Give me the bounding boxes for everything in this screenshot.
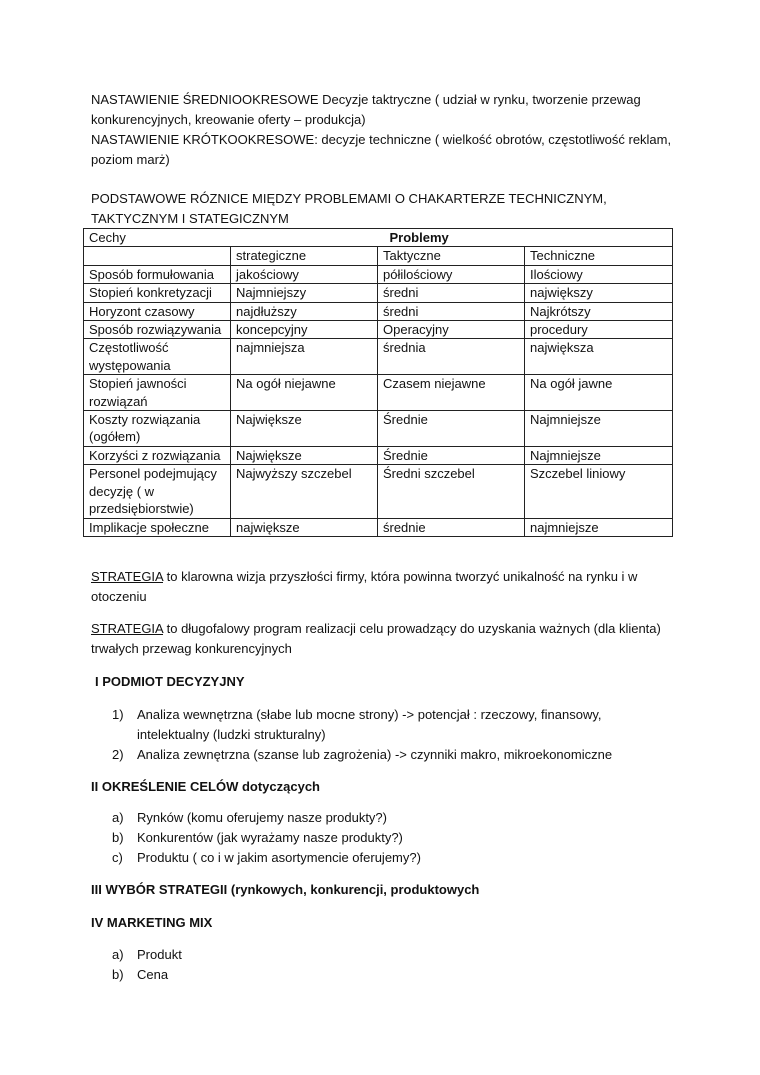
table-row — [84, 284, 673, 302]
technical-cell: Na ogół jawne — [525, 375, 673, 411]
technical-cell: największa — [525, 339, 673, 375]
table-row — [84, 321, 673, 339]
strategic-cell: Największe — [231, 446, 378, 464]
strategy-definition-text: to długofalowy program realizacji celu prowadzący do uzyskania ważnych (dla klienta) trwałych przewag konkurencyjnych — [91, 621, 661, 656]
table-row — [84, 411, 673, 447]
column-header-technical: Techniczne — [525, 247, 673, 265]
feature-cell: Stopień konkretyzacji — [84, 284, 231, 302]
feature-cell: Personel podejmujący decyzję ( w przedsiębiorstwie) — [84, 465, 231, 518]
list-item: 2) Analiza zewnętrzna (szanse lub zagrożenia) -> czynniki makro, mikroekonomiczne — [112, 747, 613, 762]
column-header-tactical: Taktyczne — [378, 247, 525, 265]
tactical-cell: Średnie — [378, 411, 525, 447]
list-item: a) Produkt — [112, 947, 182, 962]
strategic-cell: Najmniejszy — [231, 284, 378, 302]
table-row — [84, 446, 673, 464]
strategy-term: STRATEGIA — [91, 621, 163, 636]
tactical-cell: Średnie — [378, 446, 525, 464]
goals-list — [112, 808, 672, 868]
technical-cell: Ilościowy — [525, 265, 673, 283]
column-header-strategic: strategiczne — [231, 247, 378, 265]
list-item: 1) Analiza wewnętrzna (słabe lub mocne strony) -> potencjał : rzeczowy, finansowy, intelektualny (ludzki strukturalny) — [112, 707, 602, 742]
problems-comparison-table — [83, 228, 673, 537]
tactical-cell: półilościowy — [378, 265, 525, 283]
table-row — [84, 465, 673, 518]
intro-paragraph-short-term: NASTAWIENIE KRÓTKOOKRESOWE: decyzje techniczne ( wielkość obrotów, częstotliwość reklam, poziom marż) — [91, 132, 672, 167]
list-item: a) Rynków (komu oferujemy nasze produkty?) — [112, 810, 387, 825]
table-row — [84, 375, 673, 411]
section-heading-decision-subject: I PODMIOT DECYZYJNY — [95, 674, 245, 689]
intro-paragraph-mid-term: NASTAWIENIE ŚREDNIOOKRESOWE Decyzje taktryczne ( udział w rynku, tworzenie przewag konkurencyjnych, kreowanie oferty – produkcja) — [91, 92, 641, 127]
tactical-cell: średnia — [378, 339, 525, 375]
strategy-definition-1 — [91, 567, 651, 607]
feature-cell: Stopień jawności rozwiązań — [84, 375, 231, 411]
feature-cell: Horyzont czasowy — [84, 302, 231, 320]
table-row — [84, 265, 673, 283]
technical-cell: największy — [525, 284, 673, 302]
strategic-cell: Największe — [231, 411, 378, 447]
technical-cell: Szczebel liniowy — [525, 465, 673, 518]
strategic-cell: najmniejsza — [231, 339, 378, 375]
strategic-cell: koncepcyjny — [231, 321, 378, 339]
strategic-cell: jakościowy — [231, 265, 378, 283]
strategy-definition-2 — [91, 619, 671, 659]
section-heading-strategy-choice: III WYBÓR STRATEGII (rynkowych, konkurencji, produktowych — [91, 882, 480, 897]
list-item: b) Konkurentów (jak wyrażamy nasze produkty?) — [112, 830, 403, 845]
technical-cell: procedury — [525, 321, 673, 339]
strategic-cell: Na ogół niejawne — [231, 375, 378, 411]
tactical-cell: Czasem niejawne — [378, 375, 525, 411]
strategy-term: STRATEGIA — [91, 569, 163, 584]
table-title: PODSTAWOWE RÓZNICE MIĘDZY PROBLEMAMI O CHAKARTERZE TECHNICZNYM, TAKTYCZNYM I STATEGICZNYM — [91, 191, 607, 226]
table-row — [84, 518, 673, 536]
decision-subject-list — [112, 705, 672, 765]
feature-cell: Koszty rozwiązania (ogółem) — [84, 411, 231, 447]
tactical-cell: średni — [378, 302, 525, 320]
table-row — [84, 302, 673, 320]
feature-cell: Częstotliwość występowania — [84, 339, 231, 375]
technical-cell: Najkrótszy — [525, 302, 673, 320]
tactical-cell: średnie — [378, 518, 525, 536]
list-item: b) Cena — [112, 967, 169, 982]
technical-cell: Najmniejsze — [525, 446, 673, 464]
section-heading-marketing-mix: IV MARKETING MIX — [91, 915, 213, 930]
feature-cell: Sposób formułowania — [84, 265, 231, 283]
tactical-cell: Średni szczebel — [378, 465, 525, 518]
feature-cell: Sposób rozwiązywania — [84, 321, 231, 339]
table-header-row — [84, 229, 673, 247]
list-item: c) Produktu ( co i w jakim asortymencie oferujemy?) — [112, 850, 421, 865]
strategic-cell: najdłuższy — [231, 302, 378, 320]
table-row — [84, 339, 673, 375]
section-heading-goals: II OKREŚLENIE CELÓW dotyczących — [91, 779, 320, 794]
table-subheader-row — [84, 247, 673, 265]
tactical-cell: Operacyjny — [378, 321, 525, 339]
subheader-empty-cell — [84, 247, 231, 265]
technical-cell: najmniejsze — [525, 518, 673, 536]
marketing-mix-list — [112, 945, 672, 985]
tactical-cell: średni — [378, 284, 525, 302]
technical-cell: Najmniejsze — [525, 411, 673, 447]
feature-cell: Implikacje społeczne — [84, 518, 231, 536]
strategic-cell: Najwyższy szczebel — [231, 465, 378, 518]
feature-cell: Korzyści z rozwiązania — [84, 446, 231, 464]
strategic-cell: największe — [231, 518, 378, 536]
header-feature-cell: Cechy — [84, 229, 231, 247]
strategy-definition-text: to klarowna wizja przyszłości firmy, która powinna tworzyć unikalność na rynku i w otoczeniu — [91, 569, 638, 604]
header-problems-cell: Problemy — [231, 229, 673, 247]
